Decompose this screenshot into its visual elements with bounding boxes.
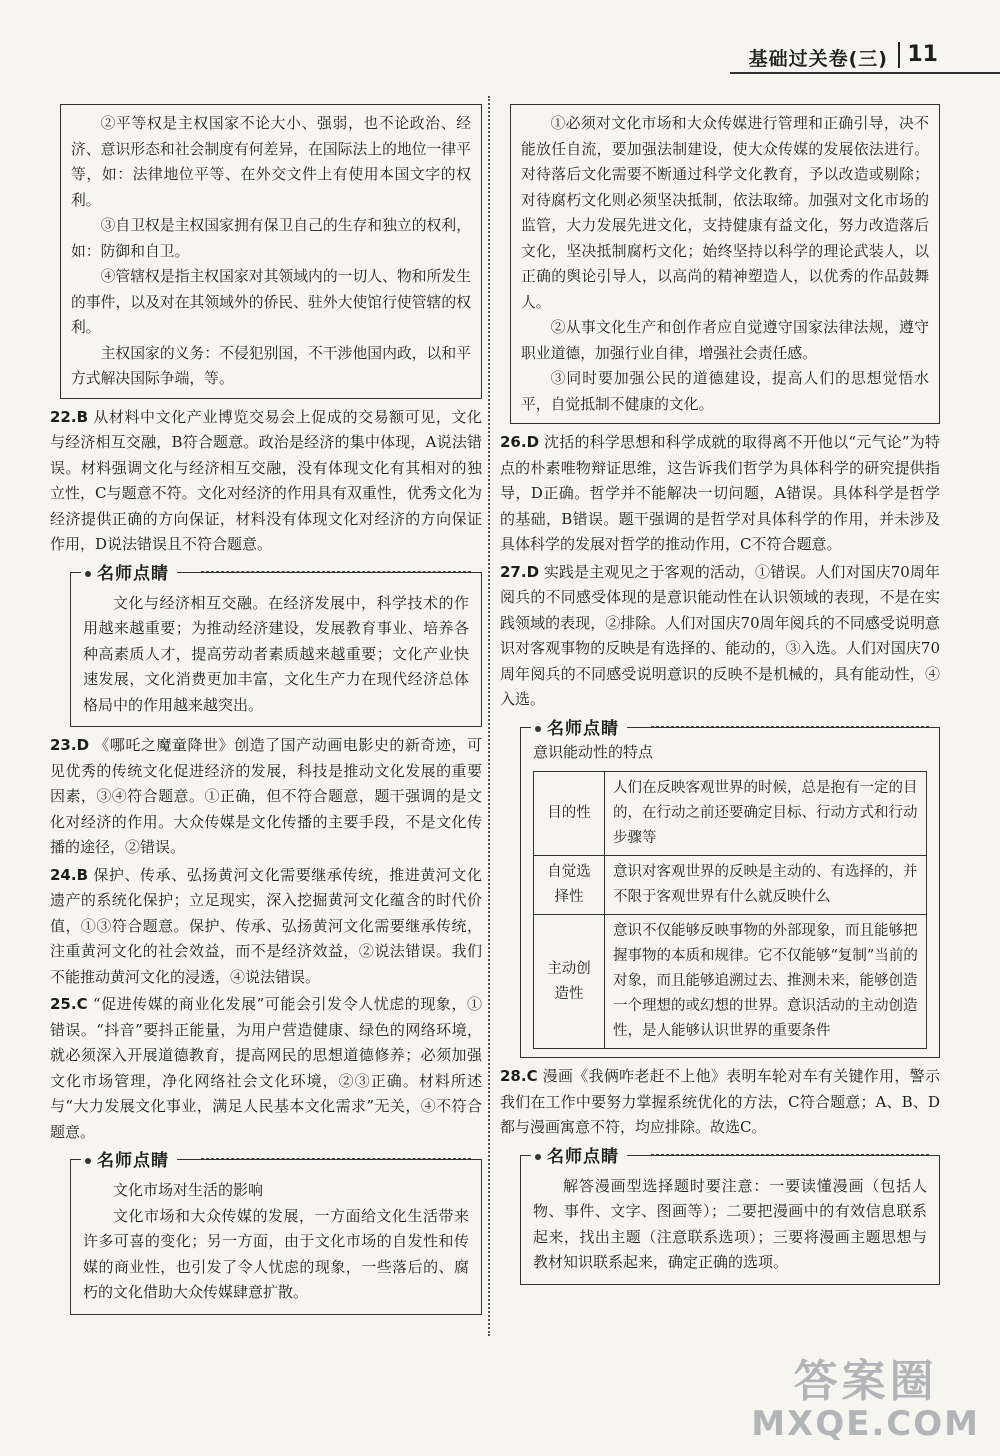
answer-number: 28.C — [500, 1067, 538, 1085]
header-separator — [898, 42, 900, 68]
sovereignty-rights-box — [60, 104, 482, 399]
answer-text: 沈括的科学思想和科学成就的取得离不开他以“元气论”为特点的朴素唯物辩证思维，这告诉我们哲学为具体科学的研究提供指导，D正确。哲学并不能解决一切问题，A错误。具体科学是哲学的基础，B错误。题干强调的是哲学对具体科学的作用，并未涉及具体科学的发展对哲学的推动作用，C不符合题意。 — [500, 433, 940, 553]
culture-measures-box — [510, 104, 940, 424]
answer-27 — [500, 560, 940, 713]
column-divider — [488, 96, 490, 1336]
consciousness-features-table — [533, 771, 927, 1049]
tip-dash-line — [201, 1158, 471, 1159]
table-row — [534, 772, 927, 856]
answer-text: “促进传媒的商业化发展”可能会引发令人忧虑的现象，①错误。“抖音”要抖正能量，为用户营造健康、绿色的网络环境，就必须深入开展道德教育，提高网民的思想道德修养；必须加强文化市场管理，净化网络社会文化环境，②③正确。材料所述与“大力发展文化事业，满足人民基本文化需求”无关，④不符合题意。 — [50, 995, 482, 1141]
box-paragraph: ③自卫权是主权国家拥有保卫自己的生存和独立的权利，如：防御和自卫。 — [71, 217, 471, 260]
section-title: 基础过关卷(三) — [748, 48, 888, 70]
table-value: 意识对客观世界的反映是主动的、有选择的，并不限于客观世界有什么就反映什么 — [605, 856, 927, 915]
box-paragraph: 主权国家的义务：不侵犯别国，不干涉他国内政，以和平方式解决国际争端，等。 — [71, 344, 471, 387]
table-key: 目的性 — [534, 772, 605, 856]
tip-dash-line — [651, 1154, 929, 1155]
answer-22 — [50, 405, 482, 558]
teacher-tip-box — [520, 1146, 940, 1285]
tip-title: 名师点睛 — [81, 1146, 177, 1171]
answer-text: 从材料中文化产业博览交易会上促成的交易额可见，文化与经济相互交融，B符合题意。政治是经济的集中体现，A说法错误。材料强调文化与经济相互交融，没有体现文化有其相对的独立性，C与题意不符。文化对经济的作用具有双重性，优秀文化为经济提供正确的方向保证，材料没有体现文化对经济的方向保证作用，D说法错误且不符合题意。 — [50, 407, 482, 553]
tip-title: 名师点睛 — [531, 1142, 627, 1167]
answer-23 — [50, 733, 482, 861]
answer-text: 实践是主观见之于客观的活动，①错误。人们对国庆70周年阅兵的不同感受体现的是意识能动性在认识领域的表现，不是在实践领域的表现，②排除。人们对国庆70周年阅兵的不同感受说明意识对客观事物的反映是有选择的、能动的，③入选。人们对国庆70周年阅兵的不同感受说明意识的反映不是机械的，具有能动性，④入选。 — [500, 562, 940, 708]
table-row — [534, 915, 927, 1049]
tip-heading: 意识能动性的特点 — [533, 742, 654, 761]
right-column — [500, 104, 940, 1291]
table-value: 意识不仅能够反映事物的外部现象，而且能够把握事物的本质和规律。它不仅能够“复制”当前的对象，而且能够追溯过去、推测未来，能够创造一个理想的或幻想的世界。意识活动的主动创造性，是人能够认识世界的重要条件 — [605, 915, 927, 1049]
table-key: 自觉选择性 — [534, 856, 605, 915]
teacher-tip-box — [520, 718, 940, 1059]
tip-heading: 文化市场对生活的影响 — [113, 1181, 264, 1199]
table-row — [534, 856, 927, 915]
answer-24 — [50, 863, 482, 991]
answer-text: 《哪吒之魔童降世》创造了国产动画电影史的新奇迹，可见优秀的传统文化促进经济的发展，科技是推动文化发展的重要因素，③④符合题意。①正确，但不符合题意，题干强调的是文化对经济的作用。大众传媒是文化传播的主要手段，不是文化传播的途径，②错误。 — [50, 736, 482, 856]
watermark-domain: MXQE.COM — [751, 1404, 980, 1444]
answer-28 — [500, 1064, 940, 1141]
site-watermark — [751, 1358, 980, 1442]
answer-26 — [500, 430, 940, 558]
box-paragraph: ②从事文化生产和创作者应自觉遵守国家法律法规，遵守职业道德，加强行业自律，增强社会责任感。 — [521, 319, 929, 362]
answer-25 — [50, 992, 482, 1145]
watermark-logo-text: 答案圈 — [793, 1356, 938, 1407]
teacher-tip-box — [70, 563, 482, 728]
answer-number: 24.B — [50, 865, 89, 884]
answer-number: 25.C — [50, 995, 88, 1013]
table-key: 主动创造性 — [534, 915, 605, 1049]
box-paragraph: ④管辖权是指主权国家对其领域内的一切人、物和所发生的事件，以及对在其领域外的侨民、驻外大使馆行使管辖的权利。 — [71, 268, 471, 336]
header-rule — [730, 72, 1000, 74]
box-paragraph: ②平等权是主权国家不论大小、强弱，也不论政治、经济、意识形态和社会制度有何差异，在国际法上的地位一律平等，如：法律地位平等、在外交文件上有使用本国文字的权利。 — [71, 115, 471, 209]
answer-number: 23.D — [50, 736, 90, 754]
tip-text: 文化市场和大众传媒的发展，一方面给文化生活带来许多可喜的变化；另一方面，由于文化市场的自发性和传媒的商业性，也引发了令人忧虑的现象，一些落后的、腐朽的文化借助大众传媒肆意扩散。 — [83, 1206, 469, 1301]
tip-text: 文化与经济相互交融。在经济发展中，科学技术的作用越来越重要；为推动经济建设，发展教育事业、培养各种高素质人才，提高劳动者素质越来越重要；文化产业快速发展，文化消费更加丰富，文化生产力在现代经济总体格局中的作用越来越突出。 — [83, 593, 469, 714]
tip-title: 名师点睛 — [531, 714, 627, 739]
page-header — [0, 0, 1000, 80]
tip-dash-line — [201, 571, 471, 572]
answer-number: 22.B — [50, 407, 89, 426]
tip-title: 名师点睛 — [81, 559, 177, 584]
left-column — [50, 104, 482, 1321]
box-paragraph: ①必须对文化市场和大众传媒进行管理和正确引导，决不能放任自流，要加强法制建设，使大众传媒的发展依法进行。对待落后文化需要不断通过科学文化教育，予以改造或剔除；对待腐朽文化则必须坚决抵制，依法取缔。加强对文化市场的监管，大力发展先进文化，支持健康有益文化，努力改造落后文化，坚决抵制腐朽文化；始终坚持以科学的理论武装人，以正确的舆论引导人，以高尚的精神塑造人，以优秀的作品鼓舞人。 — [521, 115, 929, 311]
answer-text: 保护、传承、弘扬黄河文化需要继承传统，推进黄河文化遗产的系统化保护；立足现实，深入挖掘黄河文化蕴含的时代价值，①③符合题意。保护、传承、弘扬黄河文化需要继承传统，注重黄河文化的社会效益，而不是经济效益，②说法错误。我们不能推动黄河文化的浸透，④说法错误。 — [50, 865, 482, 986]
box-paragraph: ③同时要加强公民的道德建设，提高人们的思想觉悟水平，自觉抵制不健康的文化。 — [521, 370, 929, 413]
table-value: 人们在反映客观世界的时候，总是抱有一定的目的，在行动之前还要确定目标、行动方式和行动步骤等 — [605, 772, 927, 856]
answer-text: 漫画《我俩咋老赶不上他》表明车轮对车有关键作用，警示我们在工作中要努力掌握系统优化的方法，C符合题意；A、B、D都与漫画寓意不符，均应排除。故选C。 — [500, 1067, 940, 1136]
tip-text: 解答漫画型选择题时要注意：一要读懂漫画（包括人物、事件、文字、图画等）；二要把漫画中的有效信息联系起来，找出主题（注意联系选项）；三要将漫画主题思想与教材知识联系起来，确定正确的选项。 — [533, 1176, 927, 1271]
tip-dash-line — [651, 726, 929, 727]
teacher-tip-box — [70, 1151, 482, 1315]
page-number: 11 — [907, 42, 938, 67]
answer-number: 27.D — [500, 562, 540, 581]
answer-number: 26.D — [500, 433, 540, 451]
